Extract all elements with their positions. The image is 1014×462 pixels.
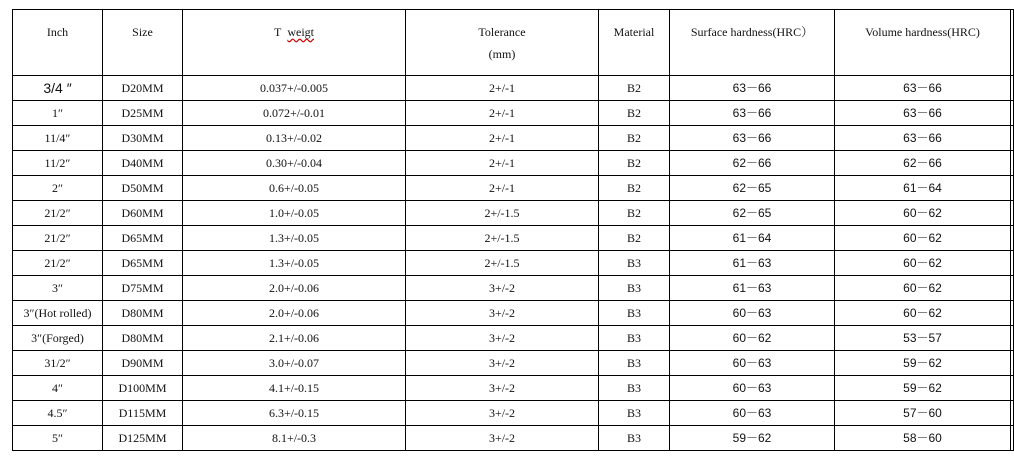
cell-tolerance: 2+/-1 xyxy=(406,126,599,151)
cell-tolerance: 2+/-1.5 xyxy=(406,201,599,226)
cell-inch: 21/2″ xyxy=(13,251,103,276)
cell-size: D40MM xyxy=(103,151,183,176)
cell-inch: 21/2″ xyxy=(13,226,103,251)
table-row xyxy=(13,201,1014,226)
cell-volume-hardness: 60－62 xyxy=(835,301,1011,326)
cell-inch: 3″(Forged) xyxy=(13,326,103,351)
header-weight-word: weigt xyxy=(287,25,314,39)
cell-material: B3 xyxy=(599,351,670,376)
cell-tolerance: 3+/-2 xyxy=(406,301,599,326)
cell-size: D30MM xyxy=(103,126,183,151)
cell-weight: 8.1+/-0.3 xyxy=(183,426,406,451)
cell-tolerance: 3+/-2 xyxy=(406,276,599,301)
cell-weight: 0.037+/-0.005 xyxy=(183,76,406,101)
cell-edge xyxy=(1011,276,1014,301)
cell-material: B2 xyxy=(599,176,670,201)
cell-volume-hardness: 58－60 xyxy=(835,426,1011,451)
header-weight-prefix: T xyxy=(273,25,282,39)
header-surface-hardness: Surface hardness(HRC） xyxy=(670,10,835,76)
table-row xyxy=(13,351,1014,376)
cell-inch: 5″ xyxy=(13,426,103,451)
table-row xyxy=(13,251,1014,276)
table-header xyxy=(13,10,1014,76)
table-row xyxy=(13,426,1014,451)
cell-weight: 0.30+/-0.04 xyxy=(183,151,406,176)
cell-size: D80MM xyxy=(103,326,183,351)
cell-tolerance: 2+/-1 xyxy=(406,176,599,201)
cell-edge xyxy=(1011,126,1014,151)
cell-surface-hardness: 60－63 xyxy=(670,401,835,426)
cell-volume-hardness: 63－66 xyxy=(835,126,1011,151)
cell-volume-hardness: 62－66 xyxy=(835,151,1011,176)
cell-surface-hardness: 59－62 xyxy=(670,426,835,451)
cell-tolerance: 3+/-2 xyxy=(406,426,599,451)
cell-inch: 3/4 ″ xyxy=(13,76,103,101)
cell-edge xyxy=(1011,351,1014,376)
cell-inch: 1″ xyxy=(13,101,103,126)
cell-weight: 0.6+/-0.05 xyxy=(183,176,406,201)
cell-inch: 3″(Hot rolled) xyxy=(13,301,103,326)
cell-surface-hardness: 61－63 xyxy=(670,276,835,301)
table-row xyxy=(13,126,1014,151)
cell-volume-hardness: 60－62 xyxy=(835,201,1011,226)
cell-weight: 4.1+/-0.15 xyxy=(183,376,406,401)
cell-weight: 0.072+/-0.01 xyxy=(183,101,406,126)
cell-weight: 2.0+/-0.06 xyxy=(183,276,406,301)
cell-tolerance: 2+/-1 xyxy=(406,76,599,101)
table-row xyxy=(13,276,1014,301)
cell-volume-hardness: 57－60 xyxy=(835,401,1011,426)
table-row xyxy=(13,326,1014,351)
cell-inch: 2″ xyxy=(13,176,103,201)
cell-edge xyxy=(1011,376,1014,401)
cell-volume-hardness: 60－62 xyxy=(835,251,1011,276)
cell-surface-hardness: 63－66 xyxy=(670,126,835,151)
header-material: Material xyxy=(599,10,670,76)
cell-material: B2 xyxy=(599,101,670,126)
header-tolerance-line2: (mm) xyxy=(488,47,516,61)
cell-material: B3 xyxy=(599,376,670,401)
cell-edge xyxy=(1011,326,1014,351)
table-row xyxy=(13,151,1014,176)
cell-inch: 31/2″ xyxy=(13,351,103,376)
cell-inch: 4″ xyxy=(13,376,103,401)
table-body xyxy=(13,76,1014,451)
header-edge-column xyxy=(1011,10,1014,76)
cell-surface-hardness: 60－62 xyxy=(670,326,835,351)
cell-tolerance: 3+/-2 xyxy=(406,401,599,426)
cell-inch: 11/2″ xyxy=(13,151,103,176)
header-weight xyxy=(183,10,406,76)
cell-weight: 1.3+/-0.05 xyxy=(183,226,406,251)
cell-tolerance: 2+/-1.5 xyxy=(406,226,599,251)
header-tolerance-line1: Tolerance xyxy=(478,25,526,39)
grinding-ball-spec-table xyxy=(12,9,1014,451)
cell-material: B3 xyxy=(599,301,670,326)
cell-tolerance: 3+/-2 xyxy=(406,376,599,401)
cell-tolerance: 2+/-1 xyxy=(406,151,599,176)
cell-material: B3 xyxy=(599,426,670,451)
header-size: Size xyxy=(103,10,183,76)
cell-material: B3 xyxy=(599,251,670,276)
cell-surface-hardness: 62－65 xyxy=(670,201,835,226)
cell-tolerance: 2+/-1.5 xyxy=(406,251,599,276)
cell-edge xyxy=(1011,201,1014,226)
cell-weight: 2.0+/-0.06 xyxy=(183,301,406,326)
cell-surface-hardness: 61－63 xyxy=(670,251,835,276)
cell-size: D60MM xyxy=(103,201,183,226)
cell-material: B2 xyxy=(599,126,670,151)
table-row xyxy=(13,301,1014,326)
cell-volume-hardness: 53－57 xyxy=(835,326,1011,351)
table-row xyxy=(13,101,1014,126)
cell-size: D100MM xyxy=(103,376,183,401)
cell-material: B2 xyxy=(599,226,670,251)
cell-size: D75MM xyxy=(103,276,183,301)
cell-size: D65MM xyxy=(103,226,183,251)
cell-weight: 6.3+/-0.15 xyxy=(183,401,406,426)
cell-volume-hardness: 59－62 xyxy=(835,376,1011,401)
cell-surface-hardness: 63－66 xyxy=(670,101,835,126)
cell-edge xyxy=(1011,226,1014,251)
table-row xyxy=(13,176,1014,201)
cell-weight: 2.1+/-0.06 xyxy=(183,326,406,351)
cell-edge xyxy=(1011,76,1014,101)
cell-inch: 21/2″ xyxy=(13,201,103,226)
cell-surface-hardness: 61－64 xyxy=(670,226,835,251)
table-row xyxy=(13,401,1014,426)
header-volume-hardness: Volume hardness(HRC) xyxy=(835,10,1011,76)
table-row xyxy=(13,76,1014,101)
cell-surface-hardness: 62－66 xyxy=(670,151,835,176)
cell-edge xyxy=(1011,426,1014,451)
cell-surface-hardness: 60－63 xyxy=(670,376,835,401)
table-row xyxy=(13,226,1014,251)
cell-volume-hardness: 60－62 xyxy=(835,276,1011,301)
cell-inch: 11/4″ xyxy=(13,126,103,151)
cell-material: B2 xyxy=(599,201,670,226)
cell-edge xyxy=(1011,401,1014,426)
cell-edge xyxy=(1011,176,1014,201)
cell-volume-hardness: 60－62 xyxy=(835,226,1011,251)
cell-tolerance: 3+/-2 xyxy=(406,351,599,376)
cell-material: B2 xyxy=(599,151,670,176)
cell-volume-hardness: 59－62 xyxy=(835,351,1011,376)
cell-edge xyxy=(1011,251,1014,276)
header-inch: Inch xyxy=(13,10,103,76)
cell-size: D50MM xyxy=(103,176,183,201)
cell-surface-hardness: 60－63 xyxy=(670,301,835,326)
cell-size: D80MM xyxy=(103,301,183,326)
cell-weight: 1.3+/-0.05 xyxy=(183,251,406,276)
cell-size: D125MM xyxy=(103,426,183,451)
cell-weight: 3.0+/-0.07 xyxy=(183,351,406,376)
cell-weight: 0.13+/-0.02 xyxy=(183,126,406,151)
cell-surface-hardness: 60－63 xyxy=(670,351,835,376)
cell-material: B2 xyxy=(599,76,670,101)
cell-surface-hardness: 63－66 xyxy=(670,76,835,101)
cell-size: D115MM xyxy=(103,401,183,426)
cell-volume-hardness: 61－64 xyxy=(835,176,1011,201)
cell-size: D25MM xyxy=(103,101,183,126)
cell-material: B3 xyxy=(599,276,670,301)
cell-inch: 4.5″ xyxy=(13,401,103,426)
cell-weight: 1.0+/-0.05 xyxy=(183,201,406,226)
cell-material: B3 xyxy=(599,401,670,426)
cell-material: B3 xyxy=(599,326,670,351)
header-row xyxy=(13,10,1014,76)
cell-tolerance: 3+/-2 xyxy=(406,326,599,351)
cell-edge xyxy=(1011,101,1014,126)
header-tolerance xyxy=(406,10,599,76)
cell-edge xyxy=(1011,151,1014,176)
table-row xyxy=(13,376,1014,401)
cell-size: D90MM xyxy=(103,351,183,376)
spec-table-container xyxy=(12,9,980,451)
cell-volume-hardness: 63－66 xyxy=(835,76,1011,101)
cell-volume-hardness: 63－66 xyxy=(835,101,1011,126)
cell-surface-hardness: 62－65 xyxy=(670,176,835,201)
cell-inch: 3″ xyxy=(13,276,103,301)
cell-size: D65MM xyxy=(103,251,183,276)
cell-tolerance: 2+/-1 xyxy=(406,101,599,126)
cell-edge xyxy=(1011,301,1014,326)
cell-size: D20MM xyxy=(103,76,183,101)
